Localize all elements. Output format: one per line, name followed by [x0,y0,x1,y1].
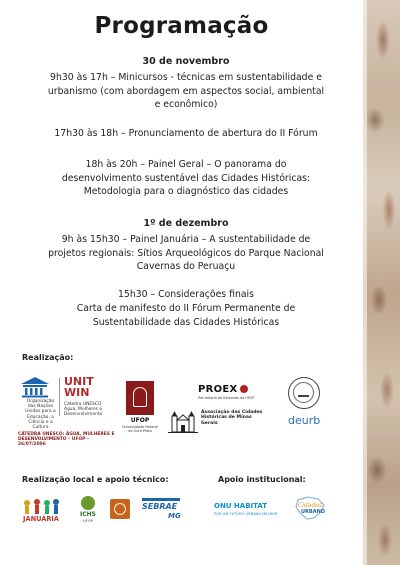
day1-date: 30 de novembro [142,56,230,67]
cidades-urbano-logo [292,494,332,524]
section-realizacao: Realização: [22,353,74,362]
januaria-text: JANUÁRIA [23,515,59,523]
onu-habitat-logo [214,502,284,522]
ichs-leaf-icon [81,496,95,510]
uniwin-text: UNITWIN [64,375,94,399]
unesco-unitwin-logo [20,375,115,431]
day2-date: 1º de dezembro [143,218,229,229]
section-apoio-institucional: Apoio institucional: [218,475,306,484]
section-apoio-tecnico: Realização local e apoio técnico: [22,475,169,484]
day1-item2: 17h30 às 18h – Pronunciamento de abertura do II Fórum [54,128,318,139]
day2-item2-line2: Carta de manifesto do II Fórum Permanente de Sustentabilidade das Cidades Históricas [76,303,296,328]
proex-text: PROEX [198,384,238,395]
amch-text: Associação das Cidades Históricas de Minas Gerais [201,410,263,426]
orange-emblem-logo [110,499,130,519]
januaria-figures-icon [19,497,63,515]
page-title: Programação [94,13,269,39]
unesco-temple-icon [20,376,50,398]
unesco-org-text: Organização das Nações Unidas para a Educação, a Ciência e a Cultura [25,399,56,431]
januaria-logo [16,497,66,527]
ufop-text: UFOP [130,417,150,424]
day1-item1: 9h30 às 17h – Minicursos - técnicas em sustentabilidade e urbanismo (com abordagem em aspectos social, ambiental e econômico) [47,72,325,111]
onu-habitat-sub-text: POR UM FUTURO URBANO MELHOR [214,512,278,516]
sebrae-mg-text: MG [168,512,181,520]
ufop-emblem-icon [126,381,154,415]
catedra-text: CÁTEDRA UNESCO: ÁGUA, MULHERES E DESENVOLVIMENTO – UFOP – 26/07/2006 [18,432,115,448]
sebrae-text: SEBRAE [142,502,178,511]
ichs-sub-text: UFOP [83,519,93,523]
day1-item3: 18h às 20h – Painel Geral – O panorama do desenvolvimento sustentável das Cidades Históricas: Metodologia para o diagnóstico das cidades [61,159,311,198]
deurb-text: deurb [288,414,321,427]
proex-amch-logo [168,384,268,439]
cidades-text: Cidades [298,502,322,509]
uniwin-sub-text: Cátedra UNESCO Água, Mulheres e Desenvolvimento [64,402,103,418]
urbano-text: URBANO [301,509,326,515]
ufop-sub-text: Universidade Federal de Ouro Preto [122,425,158,433]
church-icon [168,408,198,434]
day2-item1: 9h às 15h30 – Painel Januária – A sustentabilidade de projetos regionais: Sítios Arqueológicos do Parque Nacional Cavernas do Peruaçu [48,234,324,273]
ichs-logo [76,496,100,530]
proex-sub-text: Pró-reitoria de Extensão da UFOP [198,396,255,400]
onu-habitat-text: ONU HABITAT [214,502,268,510]
ichs-text: ICHS [80,511,96,518]
ufop-logo [124,381,156,441]
proex-dot-icon [240,385,248,393]
day2-item2-line1: 15h30 – Considerações finais [118,289,254,300]
rock-art-strip [363,0,400,565]
deurb-logo [285,377,325,439]
sebrae-logo [142,498,180,524]
deurb-seal-icon [288,377,320,409]
